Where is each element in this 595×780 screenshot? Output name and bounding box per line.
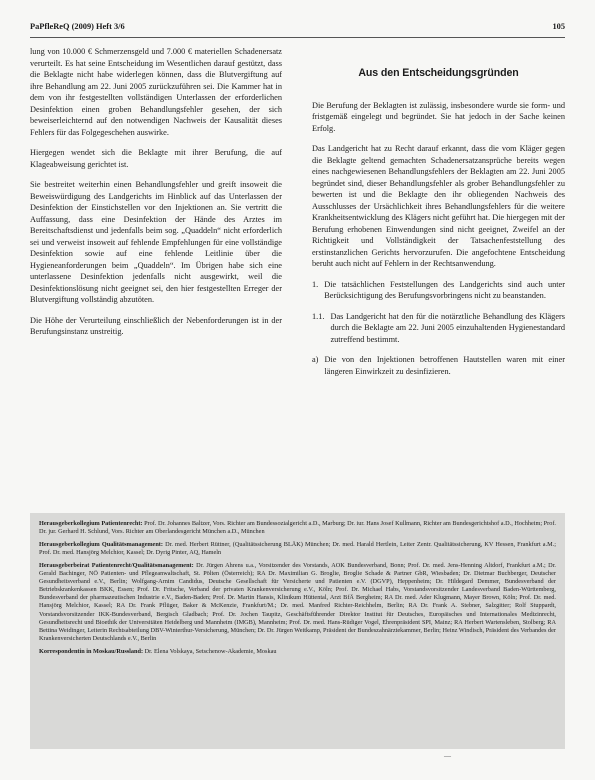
numbered-paragraph: [312, 279, 565, 302]
header-rule: [30, 37, 565, 38]
section-title: Aus den Entscheidungsgründen: [358, 67, 519, 79]
editorial-label: Herausgeberbeirat Patientenrecht/Qualitätsmanagement:: [39, 561, 194, 569]
right-column: [312, 46, 565, 386]
left-paragraph: Hiergegen wendet sich die Beklagte mit ihrer Berufung, die auf Klageabweisung gerichtet ist.: [30, 148, 282, 169]
editorial-text: Dr. Elena Volskaya, Setschenow-Akademie, Moskau: [143, 647, 277, 655]
left-paragraph: Die Höhe der Verurteilung einschließlich der Nebenforderungen ist in der Berufungsinstanz unstreitig.: [30, 315, 282, 336]
editorial-text: Prof. Dr. Johannes Baltzer, Vors. Richter am Bundessozialgericht a.D., Marburg; Dr. iur. Hans Josef Kullmann, Richter am Bundesgerichtshof a.D., Hochheim; Prof. Dr. jur. Gerhard H. Schlund, Vors. Richter am Oberlandesgericht München a.D., München: [39, 520, 556, 536]
journal-citation: PaPfleReQ (2009) Heft 3/6: [30, 22, 125, 31]
paragraph-number: 1.: [312, 279, 319, 289]
editorial-label: Korrespondentin in Moskau/Russland:: [39, 647, 144, 655]
editorial-text: Dr. Jürgen Ahrens u.a., Vorsitzender des Vorstands, AOK Bundesverband, Bonn; Prof. Dr. med. Jens-Henning Altdorf, Frankfurt a.M.; Dr. Gerald Bachinger, NÖ Patienten- und Pflegeanwaltschaft, St. Pölten (Österreich); RA Dr. Maximilian G. Broglie, Broglie Schade & Partner GbR, Wiesbaden; Dr. Dietmar Buchberger, Deutscher Gesundheitsverband e.V., Berlin; Wolfgang-Arnim Candidus, Deutsche Gesellschaft für Versicherte und Patienten e.V. (DGVP), Heppenheim; Dr. Hildegard Demmer, Bundesverband der Betriebskrankenkassen BKK, Essen; Prof. Dr. Fritsche, Verband der privaten Krankenversicherung e.V., Köln; Prof. Dr. Michael Habs, Vorstandsvorsitzender Landesverband Baden-Württemberg, Bundesverband der pharmazeutischen Industrie e.V., Baden-Baden; Prof. Dr. Martin Hansis, Klinikum Hüttental, Arzt BfÄ Bergheim; RA Dr. med. Ader Klugmann, Mayer Brown, Köln; Prof. Dr. med. Hansjörg Melchior, Kassel; RA Dr. Frank Pflüger, Baker & McKenzie, Frankfurt/M.; Dr. med. Manfred Richter-Reichhelm, Berlin; RA Dr. Frank A. Stebner, Salzgitter; Rolf Stuppardt, Vorstandsvorsitzender IKK-Bundesverband, Bergisch Gladbach; Prof. Dr. Jochen Taupitz, Geschäftsführender Direktor Institut für Deutsches, Europäisches und Internationales Medizinrecht, Gesundheitsrecht und Bioethik der Universitäten Heidelberg und Mannheim (IMGB), Mannheim; Prof. Dr. med. Hans-Rüdiger Vogel, Ehrenpräsident SPI, Mainz; RA Herbert Wartensleben, Stolberg; RA Bettina Weidinger, Leiterin Rechtsabteilung DBV-Winterthur-Versicherung, München; Dr. Dr. Jürgen Weitkamp, Präsident der Bundeszahnärztekammer, Berlin; Heinz Windisch, Präsident des Verbandes der Krankenversicherten Deutschlands e.V., Berlin: [39, 561, 556, 643]
editorial-text: Dr. med. Herbert Rüttner, (Qualitätssicherung BLÄK) München; Dr. med. Harald Hertlein, Leiter Zentr. Qualitätssicherung, KV Hessen, Frankfurt a.M.; Prof. Dr. med. Hansjörg Melchior, Kassel; Dr. Dyrig Pinter, AQ, Hameln: [39, 540, 556, 556]
paragraph-number: 1.1.: [312, 311, 325, 321]
editorial-board-box: [30, 513, 565, 749]
editorial-entry: [39, 520, 556, 536]
paragraph-text: Das Landgericht hat den für die notärztliche Behandlung des Klägers durch die Beklagte am 22. Juni 2005 einzuhaltenden Hygienestandard zutreffend bestimmt.: [330, 311, 565, 344]
editorial-label: Herausgeberkollegium Qualitätsmanagement:: [39, 540, 163, 548]
paragraph-number: a): [312, 355, 319, 364]
running-header: [30, 22, 565, 36]
left-paragraph: Sie bestreitet weiterhin einen Behandlungsfehler und greift insoweit die Beweiswürdigung des Landgerichts im Hinblick auf das Unterlassen der Desinfektion der Einstichstellen vor den Injektionen an. Sie vertritt die Auffassung, dass eine Desinfektion der Hände des Arztes im Bereitschaftsdienst und jedenfalls beim sog. „Quaddeln“ nicht erforderlich sei und verweist insoweit auf fehlende Empfehlungen für eine vollständige Desinfektion sowie auf eine fehlende Leitlinie über die Hygieneanforderungen beim „Quaddeln“. Im Übrigen habe sich eine unterlassene Desinfektion jedenfalls nicht ausgewirkt, weil die Desinfektionslösung nicht geeignet sei, den hier festgestellten Erreger der Blutvergiftung vollständig abzutöten.: [30, 180, 282, 304]
editorial-label: Herausgeberkollegium Patientenrecht:: [39, 520, 143, 527]
right-paragraph: Die Berufung der Beklagten ist zulässig, insbesondere wurde sie form- und fristgemäß eingelegt und begründet. Sie hat jedoch in der Sache keinen Erfolg.: [312, 100, 565, 133]
right-paragraph: Das Landgericht hat zu Recht darauf erkannt, dass die vom Kläger gegen die Beklagte geltend gemachten Schadenersatzansprüche bereits wegen eines nachgewiesenen Behandlungsfehlers der Beklagten am 22. Juni 2005 begründet sind, dieser Behandlungsfehler als grober Behandlungsfehler zu bewerten ist und die Beklagte den ihr obliegenden Nachweis des Ausschlusses der Ursächlichkeit ihres Behandlungsfehlers für die weitere Krankheitsentwicklung des Klägers nicht geführt hat. Die hiergegen mit der Berufung erhobenen Einwendungen sind nicht geeignet, Zweifel an der Richtigkeit und Vollständigkeit der Tatsachenfeststellung des erstinstanzlichen Gerichts hervorzurufen. Die angefochtene Entscheidung beruht auch nicht auf Fehlern in der Rechtsanwendung.: [312, 144, 565, 268]
paragraph-text: Die tatsächlichen Feststellungen des Landgerichts sind auch unter Berücksichtigung des Berufungsvorbringens nicht zu beanstanden.: [324, 279, 565, 300]
editorial-entry: [39, 541, 556, 557]
numbered-paragraph: [312, 311, 565, 346]
page-number: 105: [552, 22, 565, 31]
left-column: [30, 46, 282, 347]
numbered-paragraph: [312, 354, 565, 377]
left-paragraph: lung von 10.000 € Schmerzensgeld und 7.000 € materiellen Schadenersatz verurteilt. Es hat seine Entscheidung im Wesentlichen darauf gestützt, dass die Beklagte nicht habe widerlegen können, dass die Blutvergiftung auf ihre Behandlung am 22. Juni 2005 zurückzuführen sei. Die Kammer hat in dem von ihr festgestellten vollständigen Unterlassen der erforderlichen Desinfektion einen groben Behandlungsfehler gesehen, der sich beweiserleichternd auf den notwendigen Nachweis der Kausalität dieses Fehlers für das Folgegeschehen auswirke.: [30, 47, 282, 137]
editorial-entry: [39, 562, 556, 644]
editorial-entry: [39, 648, 556, 656]
footer-mark: —: [444, 752, 451, 760]
paragraph-text: Die von den Injektionen betroffenen Hautstellen waren mit einer längeren Einwirkzeit zu desinfizieren.: [324, 355, 565, 376]
